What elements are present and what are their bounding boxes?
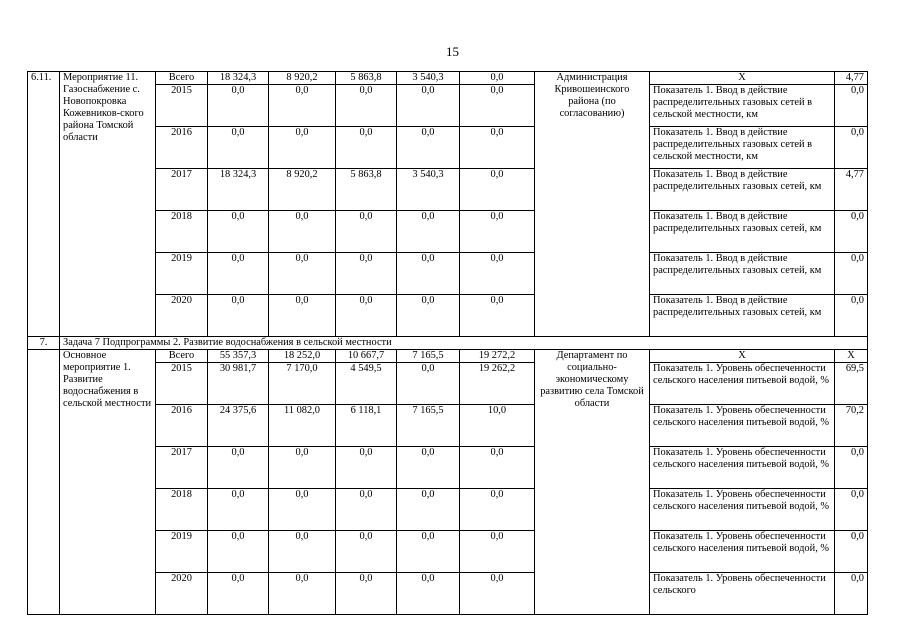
- extra-cell: 19 262,2: [460, 363, 535, 405]
- indicator-cell: Показатель 1. Ввод в действие распределительных газовых сетей, км: [650, 253, 835, 295]
- local-cell: 0,0: [397, 253, 460, 295]
- local-cell: 0,0: [397, 531, 460, 573]
- federal-cell: 0,0: [269, 253, 336, 295]
- program-table: [27, 71, 868, 615]
- year-cell: 2017: [156, 169, 208, 211]
- indicator-cell: Показатель 1. Уровень обеспеченности сельского населения питьевой водой, %: [650, 489, 835, 531]
- federal-cell: 0,0: [269, 127, 336, 169]
- indicator-value: 0,0: [835, 211, 868, 253]
- indicator-cell: Показатель 1. Ввод в действие распределительных газовых сетей, км: [650, 211, 835, 253]
- indicator-cell: Показатель 1. Ввод в действие распределительных газовых сетей, км: [650, 295, 835, 337]
- regional-cell: 10 667,7: [336, 350, 397, 363]
- local-cell: 0,0: [397, 127, 460, 169]
- indicator-value: X: [835, 350, 868, 363]
- extra-cell: 0,0: [460, 127, 535, 169]
- table-body: [28, 72, 868, 615]
- extra-cell: 10,0: [460, 405, 535, 447]
- indicator-cell: Показатель 1. Уровень обеспеченности сельского населения питьевой водой, %: [650, 405, 835, 447]
- local-cell: 0,0: [397, 295, 460, 337]
- year-cell: 2019: [156, 531, 208, 573]
- indicator-cell: Показатель 1. Ввод в действие распределительных газовых сетей, км: [650, 169, 835, 211]
- year-cell: 2018: [156, 211, 208, 253]
- federal-cell: 11 082,0: [269, 405, 336, 447]
- federal-cell: 0,0: [269, 447, 336, 489]
- total-cell: 0,0: [208, 447, 269, 489]
- total-cell: 55 357,3: [208, 350, 269, 363]
- extra-cell: 0,0: [460, 72, 535, 85]
- federal-cell: 18 252,0: [269, 350, 336, 363]
- activity-name: Основное мероприятие 1. Развитие водоснабжения в сельской местности: [60, 350, 156, 615]
- total-cell: 24 375,6: [208, 405, 269, 447]
- task-number: 7.: [28, 337, 60, 350]
- local-cell: 0,0: [397, 363, 460, 405]
- local-cell: 0,0: [397, 85, 460, 127]
- total-cell: 30 981,7: [208, 363, 269, 405]
- year-cell: 2019: [156, 253, 208, 295]
- table-row: [28, 72, 868, 85]
- extra-cell: 0,0: [460, 531, 535, 573]
- executor-cell: Администрация Кривошеинского района (по согласованию): [535, 72, 650, 337]
- indicator-cell: Показатель 1. Ввод в действие распределительных газовых сетей в сельской местности, км: [650, 85, 835, 127]
- executor-cell: Департамент по социально-экономическому развитию села Томской области: [535, 350, 650, 615]
- year-cell: 2016: [156, 127, 208, 169]
- regional-cell: 5 863,8: [336, 169, 397, 211]
- total-cell: 0,0: [208, 85, 269, 127]
- total-cell: 0,0: [208, 295, 269, 337]
- regional-cell: 4 549,5: [336, 363, 397, 405]
- federal-cell: 0,0: [269, 573, 336, 615]
- year-cell: 2020: [156, 295, 208, 337]
- indicator-cell: Показатель 1. Уровень обеспеченности сельского населения питьевой водой, %: [650, 363, 835, 405]
- indicator-cell: X: [650, 72, 835, 85]
- local-cell: 0,0: [397, 447, 460, 489]
- indicator-cell: X: [650, 350, 835, 363]
- task-row: [28, 337, 868, 350]
- local-cell: 0,0: [397, 489, 460, 531]
- regional-cell: 0,0: [336, 573, 397, 615]
- federal-cell: 0,0: [269, 85, 336, 127]
- total-cell: 0,0: [208, 531, 269, 573]
- regional-cell: 0,0: [336, 295, 397, 337]
- extra-cell: 19 272,2: [460, 350, 535, 363]
- total-cell: 18 324,3: [208, 72, 269, 85]
- local-cell: 3 540,3: [397, 72, 460, 85]
- regional-cell: 5 863,8: [336, 72, 397, 85]
- federal-cell: 0,0: [269, 295, 336, 337]
- extra-cell: 0,0: [460, 85, 535, 127]
- activity-name: Мероприятие 11. Газоснабжение с. Новопокровка Кожевников-ского района Томской области: [60, 72, 156, 337]
- regional-cell: 0,0: [336, 127, 397, 169]
- table-row: [28, 350, 868, 363]
- local-cell: 3 540,3: [397, 169, 460, 211]
- row-number-empty: [28, 350, 60, 615]
- year-cell: 2015: [156, 85, 208, 127]
- total-cell: 0,0: [208, 211, 269, 253]
- indicator-cell: Показатель 1. Уровень обеспеченности сельского: [650, 573, 835, 615]
- total-cell: 18 324,3: [208, 169, 269, 211]
- total-cell: 0,0: [208, 253, 269, 295]
- regional-cell: 0,0: [336, 253, 397, 295]
- extra-cell: 0,0: [460, 253, 535, 295]
- task-title: Задача 7 Подпрограммы 2. Развитие водоснабжения в сельской местности: [60, 337, 868, 350]
- indicator-cell: Показатель 1. Уровень обеспеченности сельского населения питьевой водой, %: [650, 447, 835, 489]
- federal-cell: 8 920,2: [269, 72, 336, 85]
- indicator-value: 0,0: [835, 295, 868, 337]
- indicator-value: 4,77: [835, 72, 868, 85]
- extra-cell: 0,0: [460, 447, 535, 489]
- extra-cell: 0,0: [460, 489, 535, 531]
- indicator-value: 0,0: [835, 253, 868, 295]
- regional-cell: 0,0: [336, 211, 397, 253]
- regional-cell: 0,0: [336, 489, 397, 531]
- year-cell: Всего: [156, 72, 208, 85]
- year-cell: 2016: [156, 405, 208, 447]
- indicator-value: 0,0: [835, 85, 868, 127]
- year-cell: 2020: [156, 573, 208, 615]
- extra-cell: 0,0: [460, 573, 535, 615]
- indicator-value: 0,0: [835, 531, 868, 573]
- page-number: 15: [446, 44, 459, 59]
- federal-cell: 7 170,0: [269, 363, 336, 405]
- row-number: 6.11.: [28, 72, 60, 337]
- total-cell: 0,0: [208, 573, 269, 615]
- federal-cell: 0,0: [269, 211, 336, 253]
- indicator-value: 70,2: [835, 405, 868, 447]
- extra-cell: 0,0: [460, 169, 535, 211]
- local-cell: 0,0: [397, 573, 460, 615]
- local-cell: 7 165,5: [397, 350, 460, 363]
- indicator-cell: Показатель 1. Ввод в действие распределительных газовых сетей в сельской местности, км: [650, 127, 835, 169]
- regional-cell: 0,0: [336, 531, 397, 573]
- local-cell: 7 165,5: [397, 405, 460, 447]
- regional-cell: 6 118,1: [336, 405, 397, 447]
- local-cell: 0,0: [397, 211, 460, 253]
- federal-cell: 8 920,2: [269, 169, 336, 211]
- federal-cell: 0,0: [269, 489, 336, 531]
- extra-cell: 0,0: [460, 295, 535, 337]
- year-cell: Всего: [156, 350, 208, 363]
- federal-cell: 0,0: [269, 531, 336, 573]
- regional-cell: 0,0: [336, 447, 397, 489]
- total-cell: 0,0: [208, 489, 269, 531]
- extra-cell: 0,0: [460, 211, 535, 253]
- indicator-value: 0,0: [835, 573, 868, 615]
- regional-cell: 0,0: [336, 85, 397, 127]
- indicator-cell: Показатель 1. Уровень обеспеченности сельского населения питьевой водой, %: [650, 531, 835, 573]
- indicator-value: 0,0: [835, 447, 868, 489]
- total-cell: 0,0: [208, 127, 269, 169]
- year-cell: 2015: [156, 363, 208, 405]
- indicator-value: 4,77: [835, 169, 868, 211]
- year-cell: 2018: [156, 489, 208, 531]
- indicator-value: 0,0: [835, 127, 868, 169]
- indicator-value: 69,5: [835, 363, 868, 405]
- year-cell: 2017: [156, 447, 208, 489]
- indicator-value: 0,0: [835, 489, 868, 531]
